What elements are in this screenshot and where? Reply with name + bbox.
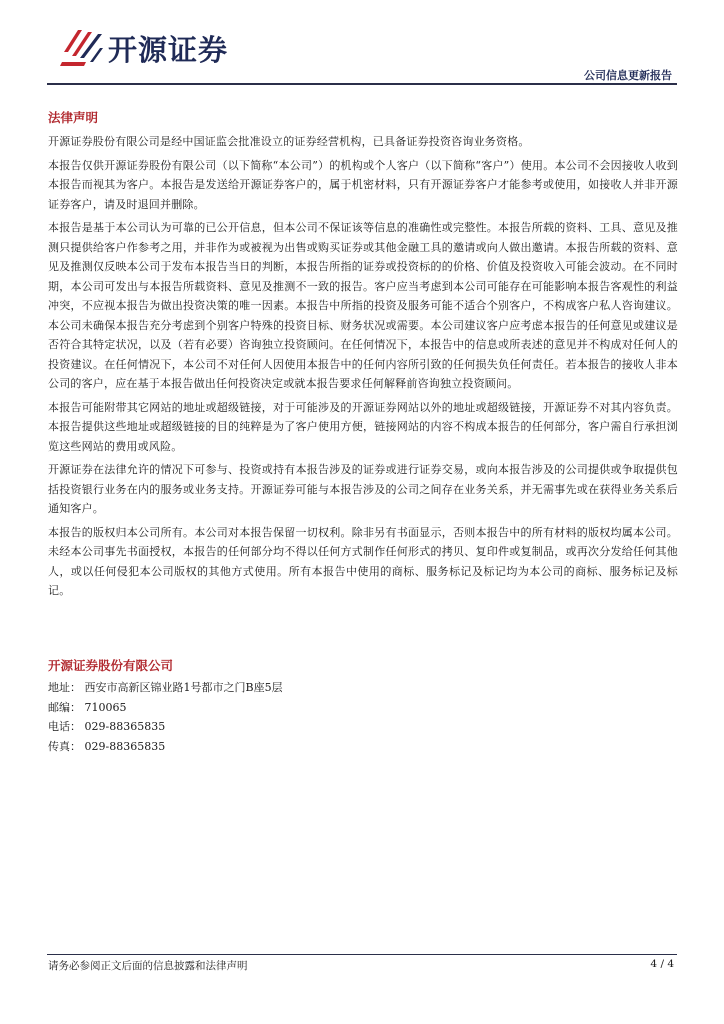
footer-divider [47, 954, 677, 955]
address-value: 西安市高新区锦业路1号都市之门B座5层 [84, 681, 283, 694]
postcode-row [48, 698, 283, 718]
fax-row [48, 737, 283, 757]
legal-statement-section [48, 108, 678, 605]
postcode-value: 710065 [84, 700, 127, 714]
phone-row [48, 717, 283, 737]
page-header [0, 0, 724, 90]
paragraph-conflicts: 开源证券在法律允许的情况下可参与、投资或持有本报告涉及的证券或进行证券交易，或向本报告涉及的公司提供或争取提供包括投资银行业务在内的服务或业务支持。开源证券可能与本报告涉及的公司之间存在业务关系，并无需事先或在获得业务关系后通知客户。 [48, 463, 678, 515]
paragraph-client-scope: 本报告仅供开源证券股份有限公司（以下简称“本公司”）的机构或个人客户（以下简称“客户”）使用。本公司不会因接收人收到本报告而视其为客户。本报告是发送给开源证券客户的，属于机密材料，只有开源证券客户才能参考或使用，如接收人并非开源证券客户，请及时退回并删除。 [48, 158, 678, 211]
phone-label: 电话： [48, 720, 81, 733]
report-type-label: 公司信息更新报告 [584, 69, 672, 82]
logo-mark-icon [60, 22, 104, 68]
address-row [48, 678, 283, 698]
paragraph-copyright: 本报告的版权归本公司所有。本公司对本报告保留一切权利。除非另有书面显示，否则本报告中的所有材料的版权均属本公司。未经本公司事先书面授权，本报告的任何部分均不得以任何方式制作任何形式的拷贝、复印件或复制品，或再次分发给任何其他人，或以任何侵犯本公司版权的其他方式使用。所有本报告中使用的商标、服务标记及标记均为本公司的商标、服务标记及标记。 [48, 525, 678, 597]
contact-block [48, 678, 283, 756]
address-label: 地址： [48, 681, 81, 694]
section-title: 法律声明 [48, 110, 99, 125]
footer-disclosure-note: 请务必参阅正文后面的信息披露和法律声明 [48, 960, 248, 972]
brand-name: 开源证券 [108, 33, 229, 67]
header-divider [47, 83, 677, 85]
paragraph-qualification: 开源证券股份有限公司是经中国证监会批准设立的证券经营机构，已具备证券投资咨询业务资格。 [48, 135, 530, 148]
paragraph-disclaimer: 本报告是基于本公司认为可靠的已公开信息，但本公司不保证该等信息的准确性或完整性。本报告所载的资料、工具、意见及推测只提供给客户作参考之用，并非作为或被视为出售或购买证券或其他金融工具的邀请或向人做出邀请。本报告所载的资料、意见及推测仅反映本公司于发布本报告当日的判断，本报告所指的证券或投资标的的价格、价值及投资收入可能会波动。在不同时期，本公司可发出与本报告所载资料、意见及推测不一致的报告。客户应当考虑到本公司可能存在可能影响本报告客观性的利益冲突，不应视本报告为做出投资决策的唯一因素。本报告中所指的投资及服务可能不适合个别客户，不构成客户私人咨询建议。本公司未确保本报告充分考虑到个别客户特殊的投资目标、财务状况或需要。本公司建议客户应考虑本报告的任何意见或建议是否符合其特定状况，以及（若有必要）咨询独立投资顾问。在任何情况下，本报告中的信息或所表述的意见并不构成对任何人的投资建议。在任何情况下，本公司不对任何人因使用本报告中的任何内容所引致的任何损失负任何责任。若本报告的接收人非本公司的客户，应在基于本报告做出任何投资决定或就本报告要求任何解释前咨询独立投资顾问。 [48, 221, 678, 390]
page-number: 4 / 4 [650, 958, 674, 970]
company-name: 开源证券股份有限公司 [48, 658, 174, 673]
brand-logo [60, 22, 280, 70]
phone-value: 029-88365835 [84, 720, 166, 733]
paragraph-hyperlinks: 本报告可能附带其它网站的地址或超级链接，对于可能涉及的开源证券网站以外的地址或超级链接，开源证券不对其内容负责。本报告提供这些地址或超级链接的目的纯粹是为了客户使用方便，链接网站的内容不构成本报告的任何部分，客户需自行承担浏览这些网站的费用或风险。 [48, 400, 678, 453]
fax-value: 029-88365835 [84, 739, 166, 753]
fax-label: 传真： [48, 739, 81, 753]
postcode-label: 邮编： [48, 700, 81, 714]
